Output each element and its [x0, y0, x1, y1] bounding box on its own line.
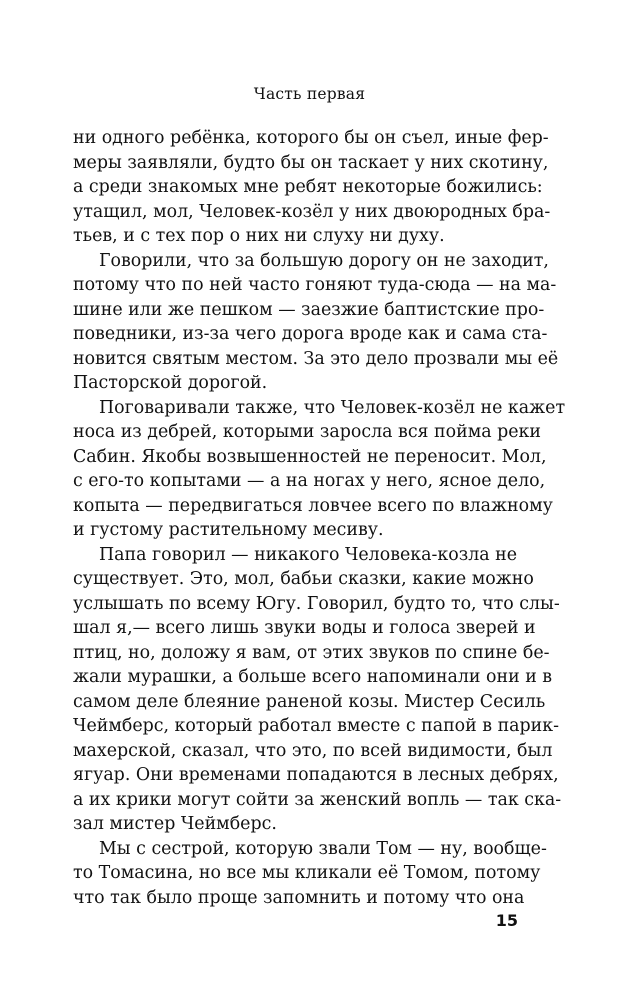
- text-line: и густому растительному месиву.: [73, 520, 384, 540]
- text-line: Папа говорил — никакого Человека-козла не: [99, 544, 518, 565]
- text-line: шал я,— всего лишь звуки воды и голоса зверей и: [73, 618, 536, 638]
- text-line: зал мистер Чеймберс.: [73, 814, 277, 834]
- text-line: Говорили, что за большую дорогу он не заходит,: [99, 250, 549, 271]
- text-line: новится святым местом. За это дело прозвали мы её: [73, 348, 559, 369]
- text-line: тьев, и с тех пор о них ни слуху ни духу.: [73, 226, 445, 246]
- page-number: 15: [495, 911, 518, 930]
- text-line: Сабин. Якобы возвышенностей не переносит. Мол,: [73, 446, 547, 467]
- text-line: Мы с сестрой, которую звали Том — ну, вообще-: [99, 838, 547, 859]
- text-line: ягуар. Они временами попадаются в лесных дебрях,: [73, 765, 559, 785]
- text-line: меры заявляли, будто бы он таскает у них скотину,: [73, 152, 549, 173]
- text-line: а их крики могут сойти за женский вопль — так ска-: [73, 789, 562, 810]
- text-line: шине или же пешком — заезжие баптистские про-: [73, 299, 545, 320]
- body-text: [73, 126, 566, 910]
- text-line: существует. Это, мол, бабьи сказки, какие можно: [73, 569, 534, 589]
- text-line: потому что по ней часто гоняют туда-сюда — на ма-: [73, 275, 557, 295]
- text-line: ни одного ребёнка, которого бы он съел, иные фер-: [73, 128, 549, 148]
- text-line: Чеймберс, который работал вместе с папой в парик-: [73, 716, 560, 736]
- text-line: птиц, но, доложу я вам, от этих звуков по спине бе-: [73, 642, 550, 663]
- text-line: то Томасина, но все мы кликали её Томом, потому: [73, 863, 541, 883]
- text-line: копыта — передвигаться ловчее всего по влажному: [73, 495, 553, 516]
- text-line: жали мурашки, а больше всего напоминали они и в: [73, 667, 553, 687]
- text-line: услышать по всему Югу. Говорил, будто то, что слы-: [73, 593, 560, 614]
- text-line: что так было проще запомнить и потому что она: [73, 887, 525, 908]
- text-line: утащил, мол, Человек-козёл у них двоюродных бра-: [73, 201, 551, 222]
- text-line: а среди знакомых мне ребят некоторые божились:: [73, 177, 543, 197]
- text-line: махерской, сказал, что это, по всей видимости, был: [73, 740, 553, 761]
- text-line: Поговаривали также, что Человек-козёл не кажет: [99, 397, 566, 418]
- text-line: с его-то копытами — а на ногах у него, ясное дело,: [73, 471, 546, 491]
- running-head: Часть первая: [253, 85, 366, 103]
- text-line: поведники, из-за чего дорога вроде как и сама ста-: [73, 324, 548, 344]
- text-line: самом деле блеяние раненой козы. Мистер Сесиль: [73, 691, 546, 712]
- text-line: носа из дебрей, которыми заросла вся пойма реки: [73, 422, 542, 442]
- text-line: Пасторской дорогой.: [73, 373, 268, 393]
